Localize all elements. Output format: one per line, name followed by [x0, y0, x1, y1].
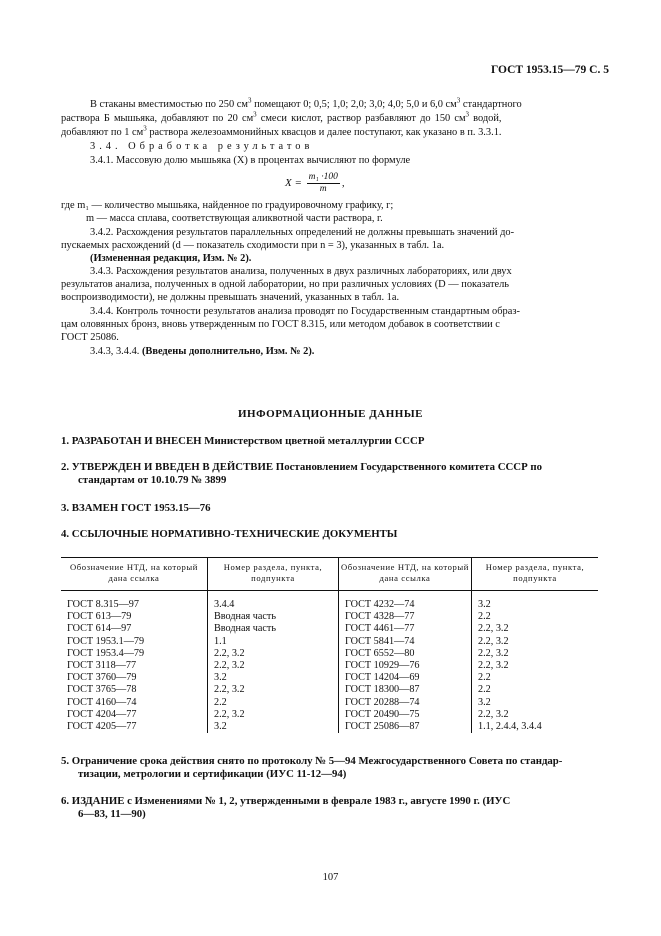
paragraph-line: 3.4.3. Расхождения результатов анализа, полученных в двух различных лабораториях, или двух [90, 266, 512, 277]
superscript: 3 [465, 110, 470, 119]
paragraph-line: результатов анализа, полученных в одной лаборатории, но при различных условиях (D — показатель [61, 279, 510, 290]
info-item-5-line2: тизации, метрологии и сертификации (ИУС 11-12—94) [78, 768, 347, 780]
paragraph-line [90, 346, 314, 358]
info-item-4: 4. ССЫЛОЧНЫЕ НОРМАТИВНО-ТЕХНИЧЕСКИЕ ДОКУМЕНТЫ [61, 528, 398, 540]
table-column-section-left [208, 591, 339, 734]
superscript: 3 [253, 110, 257, 119]
superscript: 3 [143, 124, 147, 133]
table-cell: ГОСТ 4205—77 [67, 721, 137, 733]
info-item-5-line1: 5. Ограничение срока действия снято по протоколу № 5—94 Межгосударственного Совета по стандар- [61, 755, 563, 767]
table-cell: 2.2, 3.2 [214, 708, 245, 720]
change-note: (Измененная редакция, Изм. № 2). [90, 253, 252, 264]
formula-lhs: X = [285, 177, 302, 190]
paragraph-line [61, 110, 502, 125]
paragraph-line [90, 96, 522, 111]
text-span: смеси кислот, раствор разбавляют до 150 см [256, 113, 466, 124]
text-span: раствора Б мышьяка, добавляют по 20 см [61, 113, 254, 124]
table-cell: ГОСТ 1953.4—79 [67, 647, 145, 659]
info-item-2-line1: 2. УТВЕРЖДЕН И ВВЕДЕН В ДЕЙСТВИЕ Постановлением Государственного комитета СССР по [61, 461, 543, 473]
table-cell: ГОСТ 6552—80 [345, 647, 415, 659]
formula-tail: , [341, 177, 345, 190]
table-cell: 2.2, 3.2 [478, 623, 509, 635]
table-cell: 2.2 [478, 672, 491, 684]
table-cell: 3.4.4 [214, 599, 235, 610]
section-heading: 3.4. Обработка результатов [90, 141, 314, 152]
table-cell: Вводная часть [214, 611, 276, 623]
table-cell: ГОСТ 3760—79 [67, 672, 137, 684]
info-item-3: 3. ВЗАМЕН ГОСТ 1953.15—76 [61, 502, 211, 514]
info-item-6-line1: 6. ИЗДАНИЕ с Изменениями № 1, 2, утвержденными в феврале 1983 г., августе 1990 г. (ИУС [61, 795, 511, 807]
table-cell: 3.2 [478, 696, 491, 708]
superscript: 3 [456, 96, 461, 105]
text-span: помещают 0; 0,5; 1,0; 2,0; 3,0; 4,0; 5,0 и 6,0 см [251, 99, 457, 110]
text-span: раствора железоаммонийных квасцов и далее поступают, как указано в п. 3.3.1. [146, 127, 502, 138]
info-title: ИНФОРМАЦИОННЫЕ ДАННЫЕ [237, 408, 424, 420]
table-cell: ГОСТ 25086—87 [345, 721, 420, 733]
paragraph-line: воспроизводимости), не должны превышать значений, указанных в табл. 1а. [61, 292, 400, 303]
formula-fraction [307, 172, 340, 195]
formula [285, 172, 345, 195]
text-span: добавляют по 1 см [61, 127, 144, 138]
paragraph-line: цам оловянных бронз, вновь утвержденным по ГОСТ 8.315, или методом добавок в соответствии с [61, 319, 500, 330]
table-cell: 2.2, 3.2 [214, 684, 245, 696]
paragraph-line: 3.4.1. Массовую долю мышьяка (X) в процентах вычисляют по формуле [90, 155, 411, 166]
text-span: стандартного [460, 99, 522, 110]
paragraph-line: m — масса сплава, соответствующая аликвотной части раствора, г. [86, 213, 383, 224]
table-cell: 2.2, 3.2 [214, 647, 245, 659]
table-cell: ГОСТ 18300—87 [345, 684, 420, 696]
paragraph-line: пускаемых расхождений (d — показатель сходимости при n = 3), указанных в табл. 1а. [61, 240, 445, 251]
table-header-cell: Номер раздела, пункта, подпункта [472, 558, 599, 591]
table-cell: ГОСТ 3765—78 [67, 684, 137, 696]
paragraph-line: 3.4.2. Расхождения результатов параллельных определений не должны превышать значений до- [90, 227, 515, 238]
table-cell: 3.2 [214, 721, 227, 733]
info-item-1: 1. РАЗРАБОТАН И ВНЕСЕН Министерством цветной металлургии СССР [61, 435, 425, 447]
page-number: 107 [322, 872, 339, 883]
table-cell: ГОСТ 4328—77 [345, 611, 415, 623]
table-row [61, 591, 598, 734]
info-item-2-line2: стандартам от 10.10.79 № 3899 [78, 474, 227, 486]
text-span: 3.4.3, 3.4.4. [90, 346, 142, 357]
table-header-cell: Обозначение НТД, на который дана ссылка [61, 558, 208, 591]
table-cell: Вводная часть [214, 623, 276, 635]
paragraph-line: 3.4.4. Контроль точности результатов анализа проводят по Государственным стандартным образ- [90, 306, 520, 317]
table-column-section-right [472, 591, 599, 734]
table-column-ntd-right [339, 591, 472, 734]
table-cell: ГОСТ 8.315—97 [67, 599, 139, 610]
table-cell: 3.2 [478, 599, 491, 610]
table-cell: 1.1, 2.4.4, 3.4.4 [478, 721, 542, 733]
reference-table [61, 557, 598, 733]
table-cell: 2.2, 3.2 [478, 647, 509, 659]
paragraph-line: ГОСТ 25086. [61, 332, 119, 343]
table-cell: 2.2, 3.2 [214, 660, 245, 672]
table-cell: ГОСТ 4232—74 [345, 599, 415, 610]
table-header-cell: Номер раздела, пункта, подпункта [208, 558, 339, 591]
table-cell: 2.2, 3.2 [478, 708, 509, 720]
formula-numerator: m₁ ·100 [308, 172, 338, 182]
table-cell: ГОСТ 4160—74 [67, 696, 137, 708]
table-header-row [61, 558, 598, 591]
table-cell: 3.2 [214, 672, 227, 684]
table-cell: 2.2 [214, 696, 227, 708]
table-cell: ГОСТ 14204—69 [345, 672, 420, 684]
superscript: 3 [247, 96, 252, 105]
text-span-bold: (Введены дополнительно, Изм. № 2). [141, 346, 315, 357]
table-cell: 2.2 [478, 684, 491, 696]
table-cell: 2.2, 3.2 [478, 660, 509, 672]
table-cell: ГОСТ 614—97 [67, 623, 132, 635]
paragraph-line: где m₁ — количество мышьяка, найденное по градуировочному графику, г; [61, 200, 394, 211]
table-cell: ГОСТ 1953.1—79 [67, 635, 145, 647]
formula-denominator: m [319, 184, 327, 194]
table-cell: ГОСТ 613—79 [67, 611, 132, 623]
table-cell: 2.2 [478, 611, 491, 623]
text-span: водой, [469, 113, 502, 124]
info-item-6-line2: 6—83, 11—90) [78, 808, 146, 820]
table-column-ntd-left [61, 591, 208, 734]
table-header-cell: Обозначение НТД, на который дана ссылка [339, 558, 472, 591]
table-cell: ГОСТ 5841—74 [345, 635, 415, 647]
table-cell: ГОСТ 10929—76 [345, 660, 420, 672]
table-cell: ГОСТ 4461—77 [345, 623, 415, 635]
table-cell: ГОСТ 3118—77 [67, 660, 137, 672]
table-cell: 2.2, 3.2 [478, 635, 509, 647]
text-span: В стаканы вместимостью по 250 см [90, 99, 248, 110]
table-cell: 1.1 [214, 635, 227, 647]
table-cell: ГОСТ 4204—77 [67, 708, 137, 720]
table-cell: ГОСТ 20490—75 [345, 708, 420, 720]
page-header: ГОСТ 1953.15—79 С. 5 [490, 64, 609, 76]
table-cell: ГОСТ 20288—74 [345, 696, 420, 708]
paragraph-line [61, 124, 502, 139]
